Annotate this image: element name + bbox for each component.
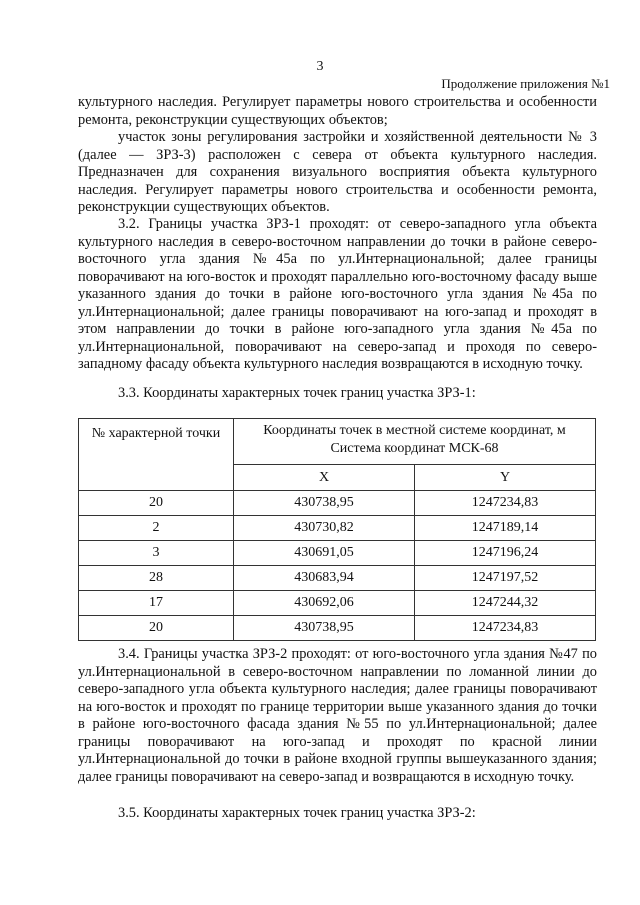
paragraph-zrz3-description: участок зоны регулирования застройки и хозяйственной деятельности № 3 (далее — ЗРЗ-3) расположен с севера от объекта культурного наследия. Предназначен для сохранения визуального восприятия объекта культурного наследия. Регулирует параметры нового строительства и особенности ремонта, реконструкции существующих объектов. [78, 129, 597, 215]
paragraph-zrz2-coords-heading: 3.5. Координаты характерных точек границ участка ЗРЗ-2: [118, 805, 476, 821]
cell-y: 1247244,32 [415, 591, 596, 616]
column-header-x: X [234, 465, 415, 491]
cell-y: 1247234,83 [415, 616, 596, 641]
table-row [79, 491, 596, 516]
cell-y: 1247189,14 [415, 516, 596, 541]
table-row [79, 591, 596, 616]
page-number: 3 [316, 59, 324, 74]
paragraph-zrz1-coords-heading: 3.3. Координаты характерных точек границ участка ЗРЗ-1: [118, 385, 476, 401]
cell-x: 430738,95 [234, 491, 415, 516]
paragraph-zrz2-boundaries: 3.4. Границы участка ЗРЗ-2 проходят: от юго-восточного угла здания №47 по ул.Интернациональной в северо-восточном направлении по ломанной линии до северо-западного угла объекта культурного наследия; далее границы поворачивают на юго-восток и проходят по границе территории выше указанного здания до точки в районе юго-восточного фасада здания №55 по ул.Интернациональной; далее границы поворачивают на юго-запад и проходят по красной линии ул.Интернациональной до точки в районе входной группы вышеуказанного здания; далее границы поворачивают на северо-запад и возвращаются в исходную точку. [78, 646, 597, 785]
table-row [79, 541, 596, 566]
column-header-point: № характерной точки [79, 419, 234, 491]
column-header-y: Y [415, 465, 596, 491]
appendix-note: Продолжение приложения №1 [441, 76, 610, 91]
cell-y: 1247196,24 [415, 541, 596, 566]
zrz1-coordinates-table [78, 418, 596, 641]
column-header-coordinate-system [234, 419, 596, 465]
table-row [79, 616, 596, 641]
paragraph-zrz1-boundaries: 3.2. Границы участка ЗРЗ-1 проходят: от северо-западного угла объекта культурного наследия в северо-восточном направлении до точки в районе северо-восточного угла здания №45а по ул.Интернациональной; далее границы поворачивают на юго-восток и проходят параллельно юго-восточному фасаду выше указанного здания до точки в районе юго-восточного угла здания №45а по ул.Интернациональной; далее границы поворачивают на юго-запад и проходят в этом направлении до точки в районе юго-западного угла здания №45а по ул.Интернациональной, поворачивают на северо-запад и проходя по северо-западному фасаду объекта культурного наследия возвращаются в исходную точку. [78, 216, 597, 372]
cell-point: 17 [79, 591, 234, 616]
cell-x: 430692,06 [234, 591, 415, 616]
table-row [79, 516, 596, 541]
cell-point: 28 [79, 566, 234, 591]
cell-y: 1247197,52 [415, 566, 596, 591]
coordinate-system-line2: Система координат МСК-68 [330, 441, 499, 456]
cell-x: 430730,82 [234, 516, 415, 541]
cell-x: 430691,05 [234, 541, 415, 566]
paragraph-heritage-continuation: культурного наследия. Регулирует параметры нового строительства и особенности ремонта, реконструкции существующих объектов; [78, 94, 597, 128]
coordinate-system-line1: Координаты точек в местной системе координат, м [263, 423, 566, 438]
cell-y: 1247234,83 [415, 491, 596, 516]
cell-x: 430683,94 [234, 566, 415, 591]
cell-point: 20 [79, 491, 234, 516]
cell-point: 3 [79, 541, 234, 566]
cell-x: 430738,95 [234, 616, 415, 641]
table-row [79, 566, 596, 591]
cell-point: 20 [79, 616, 234, 641]
cell-point: 2 [79, 516, 234, 541]
